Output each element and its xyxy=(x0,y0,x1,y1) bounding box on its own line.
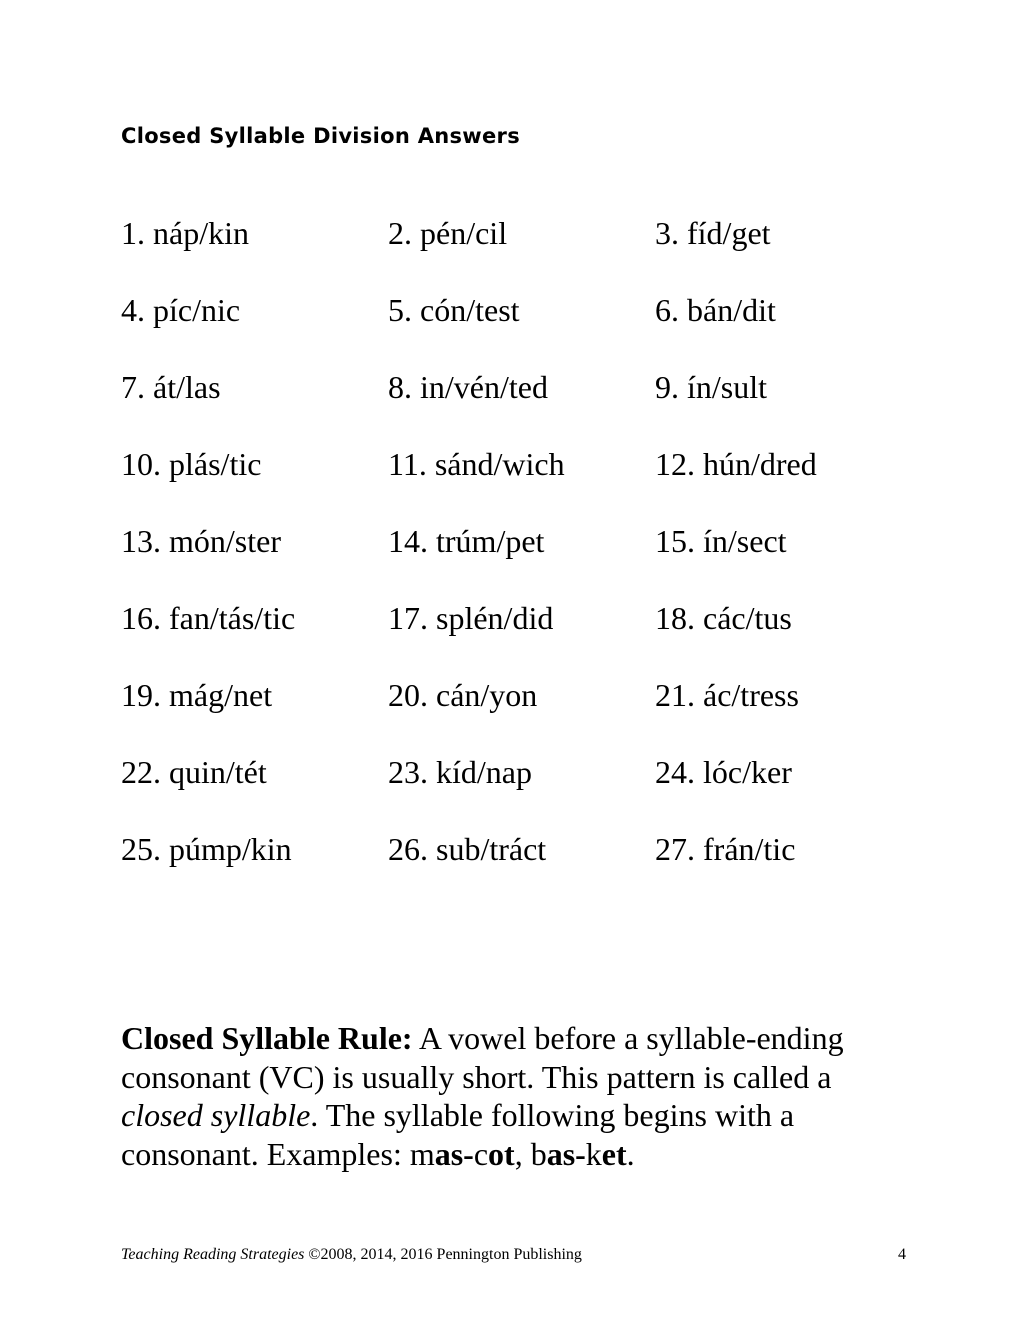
answer-item: 1. náp/kin xyxy=(121,215,249,251)
example-segment: ot xyxy=(488,1135,515,1172)
example-segment: - xyxy=(575,1135,586,1172)
page-title: Closed Syllable Division Answers xyxy=(121,124,520,148)
page-number: 4 xyxy=(898,1246,906,1263)
rule-example-2 xyxy=(531,1136,627,1172)
answer-item: 9. ín/sult xyxy=(655,369,768,405)
rule-term: closed syllable xyxy=(121,1097,311,1133)
answer-item: 3. fíd/get xyxy=(655,215,771,251)
rule-heading: Closed Syllable Rule: xyxy=(121,1020,413,1056)
example-segment: m xyxy=(409,1135,435,1172)
answer-item: 24. lóc/ker xyxy=(655,754,792,790)
example-segment: - xyxy=(463,1135,474,1172)
publication-title: Teaching Reading Strategies xyxy=(121,1246,305,1263)
answer-item: 7. át/las xyxy=(121,369,221,405)
rule-example-1 xyxy=(410,1136,515,1172)
answer-item: 25. púmp/kin xyxy=(121,831,292,867)
example-segment: as xyxy=(434,1135,464,1172)
rule-text-1: A vowel before a syllable-ending consonant (VC) is usually short. This pattern is called a xyxy=(121,1020,844,1095)
answer-item: 21. ác/tress xyxy=(655,677,799,713)
example-segment: et xyxy=(601,1135,627,1172)
answer-item: 6. bán/dit xyxy=(655,292,776,328)
answer-item: 11. sánd/wich xyxy=(388,446,565,482)
answer-item: 8. in/vén/ted xyxy=(388,369,548,405)
copyright-notice: ©2008, 2014, 2016 Pennington Publishing xyxy=(304,1246,582,1263)
rule-text-2: . The syllable following begins with a consonant. Examples: xyxy=(121,1097,795,1172)
answer-item: 17. splén/did xyxy=(388,600,554,636)
answer-item: 12. hún/dred xyxy=(655,446,817,482)
rule-end: . xyxy=(626,1135,635,1172)
example-segment: k xyxy=(585,1135,602,1172)
answer-item: 4. píc/nic xyxy=(121,292,241,328)
answer-item: 14. trúm/pet xyxy=(388,523,545,559)
example-segment: b xyxy=(530,1135,547,1172)
answer-item: 27. frán/tic xyxy=(655,831,796,867)
answer-item: 26. sub/tráct xyxy=(388,831,547,867)
answer-item: 13. món/ster xyxy=(121,523,281,559)
answer-item: 19. mág/net xyxy=(121,677,273,713)
answers-grid xyxy=(121,0,941,900)
answer-item: 10. plás/tic xyxy=(121,446,262,482)
closed-syllable-rule xyxy=(121,1019,911,1173)
answer-item: 22. quin/tét xyxy=(121,754,267,790)
answer-item: 18. các/tus xyxy=(655,600,792,636)
rule-separator: , xyxy=(514,1135,531,1172)
answer-item: 5. cón/test xyxy=(388,292,520,328)
answer-item: 23. kíd/nap xyxy=(388,754,532,790)
example-segment: c xyxy=(473,1135,489,1172)
answer-item: 16. fan/tás/tic xyxy=(121,600,296,636)
answer-item: 20. cán/yon xyxy=(388,677,538,713)
answer-item: 2. pén/cil xyxy=(388,215,508,251)
answer-item: 15. ín/sect xyxy=(655,523,787,559)
example-segment: as xyxy=(546,1135,576,1172)
page-footer xyxy=(121,1245,906,1265)
